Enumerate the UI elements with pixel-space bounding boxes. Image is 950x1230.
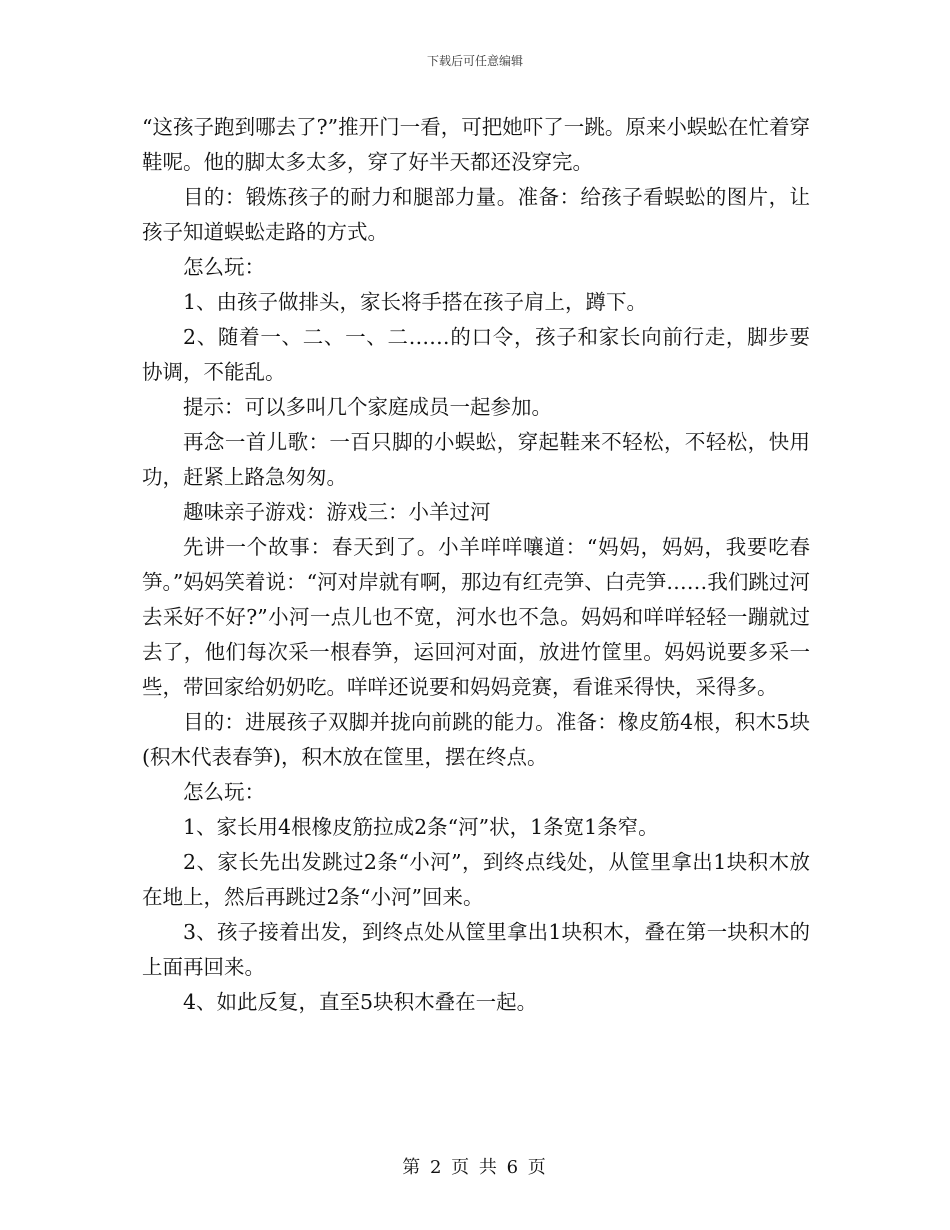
paragraph: 先讲一个故事：春天到了。小羊咩咩嚷道：“妈妈，妈妈，我要吃春笋。”妈妈笑着说：“河对岸就有啊，那边有红壳笋、白壳笋……我们跳过河去采好不好?”小河一点儿也不宽，河水也不急。妈妈和咩咩轻轻一蹦就过去了，他们每次采一根春笋，运回河对面，放进竹筐里。妈妈说要多采一些，带回家给奶奶吃。咩咩还说要和妈妈竞赛，看谁采得快，采得多。 — [142, 535, 810, 699]
paragraph: 2、家长先出发跳过2条“小河”，到终点线处，从筐里拿出1块积木放在地上，然后再跳过2条“小河”回来。 — [142, 850, 810, 909]
paragraph: 2、随着一、二、一、二……的口令，孩子和家长向前行走，脚步要协调，不能乱。 — [142, 325, 810, 384]
document-body — [142, 110, 810, 1020]
paragraph: 再念一首儿歌：一百只脚的小蜈蚣，穿起鞋来不轻松，不轻松，快用功，赶紧上路急匆匆。 — [142, 430, 810, 489]
paragraph: 1、家长用4根橡皮筋拉成2条“河”状，1条宽1条窄。 — [183, 815, 659, 839]
paragraph: 目的：进展孩子双脚并拢向前跳的能力。准备：橡皮筋4根，积木5块(积木代表春笋)，积木放在筐里，摆在终点。 — [142, 710, 810, 769]
page-header: 下载后可任意编辑 — [426, 54, 523, 68]
paragraph: 怎么玩： — [183, 780, 265, 804]
paragraph: “这孩子跑到哪去了?”推开门一看，可把她吓了一跳。原来小蜈蚣在忙着穿鞋呢。他的脚太多太多，穿了好半天都还没穿完。 — [142, 115, 810, 174]
page-number-footer: 第 2 页 共 6 页 — [402, 1157, 548, 1178]
paragraph: 4、如此反复，直至5块积木叠在一起。 — [183, 990, 538, 1014]
paragraph: 怎么玩： — [183, 255, 265, 279]
paragraph: 提示：可以多叫几个家庭成员一起参加。 — [183, 395, 552, 419]
paragraph: 1、由孩子做排头，家长将手搭在孩子肩上，蹲下。 — [183, 290, 648, 314]
paragraph: 目的：锻炼孩子的耐力和腿部力量。准备：给孩子看蜈蚣的图片，让孩子知道蜈蚣走路的方式。 — [142, 185, 810, 244]
paragraph: 趣味亲子游戏：游戏三：小羊过河 — [183, 500, 491, 524]
paragraph: 3、孩子接着出发，到终点处从筐里拿出1块积木，叠在第一块积木的上面再回来。 — [142, 920, 810, 979]
